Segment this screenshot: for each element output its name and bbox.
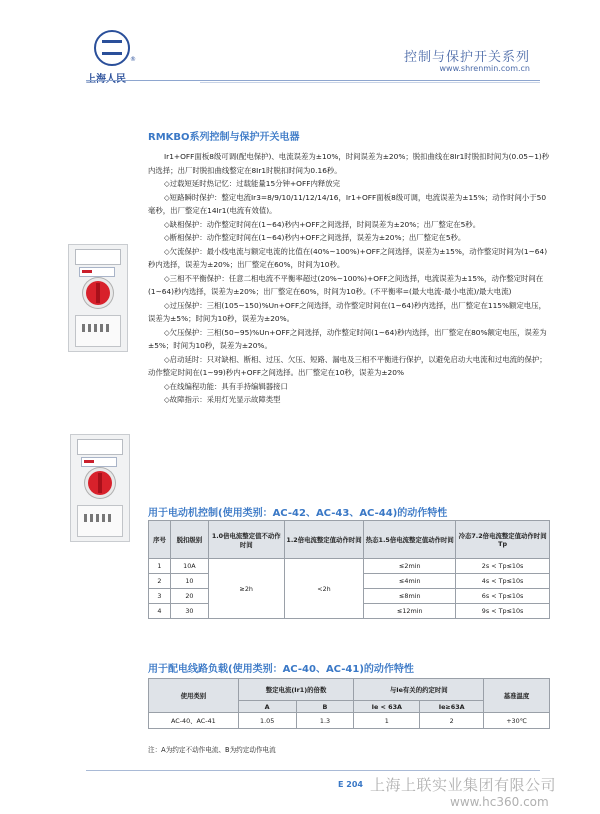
cell-tp: 6s < Tp≤10s (456, 589, 550, 604)
feature-paragraph: ◇短路瞬时保护：整定电流Ir3=8/9/10/11/12/14/16，Ir1+OFF面板8级可调，电流误差为±15%；动作时间小于50毫秒，出厂整定在14Ir1(电流有效值)。 (148, 192, 547, 215)
cell-b: 1.3 (296, 713, 354, 729)
feature-paragraph: ◇启动延时：只对缺相、断相、过压、欠压、短路、漏电及三相不平衡进行保护，以避免启动大电流和过电流的保护；动作整定时间在(1~99)秒内+OFF之间选择。出厂整定在10秒，误差为±20% (148, 354, 547, 377)
header-multiple: 整定电流(Ir1)的倍数 (238, 679, 354, 701)
cell-no: 4 (149, 604, 171, 619)
cell-t15: ≤4min (364, 574, 456, 589)
feature-paragraph: ◇故障指示：采用灯光显示故障类型 (164, 395, 281, 404)
cell-ie-lo: 1 (354, 713, 420, 729)
cell-tp: 4s < Tp≤10s (456, 574, 550, 589)
product-image-2 (70, 434, 130, 542)
header-category: 使用类别 (149, 679, 239, 713)
feature-paragraph: ◇欠压保护：三相(50~95)%Un+OFF之间选择，动作整定时间(1~64)秒内选择，出厂整定在80%额定电压，误差为±5%；时间为10秒，误差为±20%。 (148, 327, 547, 350)
cell-t10-merged: ≥2h (208, 559, 284, 619)
page-number: E 204 (338, 780, 363, 789)
feature-paragraph: ◇三相不平衡保护：任意二相电流不平衡率超过(20%~100%)+OFF之间选择，电流误差为±15%，动作整定时间在(1~64)秒内选择，误差为±20%；出厂整定在60%，时间为10秒。(不平衡率=(最大电流-最小电流)/最大电流) (148, 273, 544, 296)
header-temp: 基准温度 (484, 679, 550, 713)
cell-no: 3 (149, 589, 171, 604)
cell-level: 10A (170, 559, 208, 574)
feature-paragraph: ◇过压保护：三相(105~150)%Un+OFF之间选择，动作整定时间在(1~64)秒内选择，出厂整定在115%额定电压，误差为±5%；时间为10秒，误差为±20%。 (148, 300, 546, 323)
header-no: 序号 (149, 521, 171, 559)
cell-no: 2 (149, 574, 171, 589)
table-row (149, 713, 550, 729)
cell-level: 10 (170, 574, 208, 589)
table-row (149, 559, 550, 574)
motor-table-title: 用于电动机控制(使用类别：AC-42、AC-43、AC-44)的动作特性 (148, 508, 448, 519)
cell-t15: ≤2min (364, 559, 456, 574)
watermark-company: 上海上联实业集团有限公司 (370, 776, 557, 794)
brand-name (86, 70, 126, 85)
header-t10: 1.0倍电流整定值不动作时间 (208, 521, 284, 559)
cell-no: 1 (149, 559, 171, 574)
header-divider (86, 80, 540, 81)
header-t15: 热态1.5倍电流整定值动作时间 (364, 521, 456, 559)
feature-paragraph: ◇缺相保护：动作整定时间在(1~64)秒内+OFF之间选择，时间误差为±20%；出厂整定在5秒。 (164, 219, 481, 229)
header-ie-lo: Ie < 63A (354, 701, 420, 713)
header-a: A (238, 701, 296, 713)
cell-ie-hi: 2 (420, 713, 484, 729)
table-note: 注：A为约定不动作电流、B为约定动作电流 (148, 746, 276, 754)
logo-emblem-icon (94, 30, 130, 66)
header-divider-secondary (200, 82, 540, 83)
cell-level: 30 (170, 604, 208, 619)
header-time: 与Ie有关的约定时间 (354, 679, 484, 701)
rotary-knob-icon (86, 281, 110, 305)
rotary-knob-icon (88, 471, 112, 495)
header-level: 脱扣级别 (170, 521, 208, 559)
cell-tp: 9s < Tp≤10s (456, 604, 550, 619)
feature-paragraph: ◇断相保护：动作整定时间在(1~64)秒内+OFF之间选择，误差为±20%；出厂整定在5秒。 (164, 233, 466, 242)
product-title: RMKBO系列控制与保护开关电器 (148, 132, 300, 143)
cell-t15: ≤8min (364, 589, 456, 604)
feature-paragraph: ◇欠流保护：最小线电流与额定电流的比值在(40%~100%)+OFF之间选择，误差为±15%，动作整定时间为(1~64)秒内选择，误差为±20%；出厂整定在60%，时间为10秒。 (148, 246, 548, 269)
cell-temp: +30℃ (484, 713, 550, 729)
feature-paragraph: ◇过载短延时热记忆：过载能量15分钟+OFF内释放完 (164, 179, 341, 188)
header-t12: 1.2倍电流整定值动作时间 (284, 521, 364, 559)
cell-t15: ≤12min (364, 604, 456, 619)
cell-tp: 2s < Tp≤10s (456, 559, 550, 574)
footer-divider (86, 770, 540, 771)
feature-paragraph: Ir1+OFF面板8级可调(配电保护)、电流误差为±10%，时间误差为±20%；脱扣曲线在8Ir1时脱扣时间为(0.05~1)秒内选择；出厂时脱扣曲线整定在8Ir1时脱扣时间为0.16秒。 (148, 152, 550, 175)
series-title: 控制与保护开关系列 (403, 50, 530, 65)
watermark-url: www.hc360.com (450, 795, 549, 809)
distribution-characteristics-table (148, 678, 550, 729)
cell-level: 20 (170, 589, 208, 604)
header-ie-hi: Ie≥63A (420, 701, 484, 713)
motor-characteristics-table (148, 520, 550, 619)
trademark-symbol: ® (130, 56, 136, 63)
website-url: www.shrenmin.com.cn (439, 64, 530, 73)
cell-category: AC-40、AC-41 (149, 713, 239, 729)
header-b: B (296, 701, 354, 713)
product-image-1 (68, 244, 128, 352)
cell-a: 1.05 (238, 713, 296, 729)
feature-paragraph: ◇在线编程功能：具有手持编辑器接口 (164, 381, 288, 391)
feature-description (148, 150, 550, 407)
distribution-table-title: 用于配电线路负载(使用类别：AC-40、AC-41)的动作特性 (148, 664, 414, 675)
cell-t12-merged: <2h (284, 559, 364, 619)
header-tp: 冷态7.2倍电流整定值动作时间Tp (456, 521, 550, 559)
